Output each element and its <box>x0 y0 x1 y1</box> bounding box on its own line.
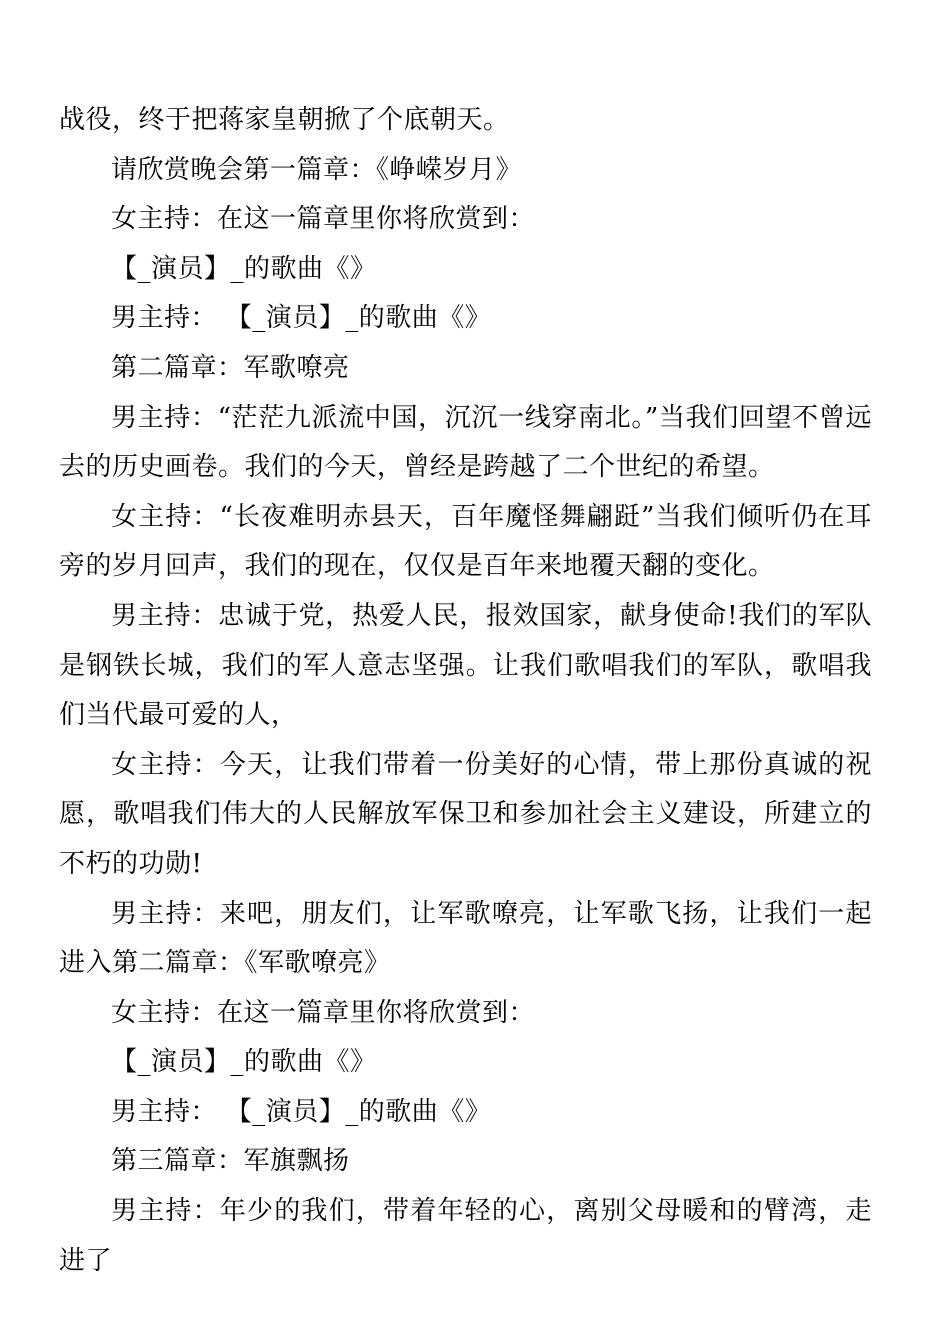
paragraph-7: 男主持：“茫茫九派流中国，沉沉一线穿南北。”当我们回望不曾远去的历史画卷。我们的今天，曾经是跨越了二个世纪的希望。 <box>59 402 872 483</box>
paragraph-12: 女主持：在这一篇章里你将欣赏到： <box>111 997 536 1028</box>
paragraph-5: 男主持： 【_演员】_的歌曲《》 <box>111 303 492 334</box>
paragraph-15: 第三篇章：军旗飘扬 <box>111 1146 350 1177</box>
paragraph-8: 女主持：“长夜难明赤县天，百年魔怪舞翩跹”当我们倾听仍在耳旁的岁月回声，我们的现在，仅仅是百年来地覆天翻的变化。 <box>59 501 872 582</box>
paragraph-10: 女主持：今天，让我们带着一份美好的心情，带上那份真诚的祝愿，歌唱我们伟大的人民解放军保卫和参加社会主义建设，所建立的不朽的功勋! <box>59 749 872 879</box>
paragraph-4: 【_演员】_的歌曲《》 <box>111 253 377 284</box>
paragraph-1: 战役，终于把蒋家皇朝掀了个底朝天。 <box>59 105 510 135</box>
paragraph-6: 第二篇章：军歌嘹亮 <box>111 352 350 383</box>
paragraph-14: 男主持： 【_演员】_的歌曲《》 <box>111 1096 492 1127</box>
paragraph-2: 请欣赏晚会第一篇章：《峥嵘岁月》 <box>111 154 523 185</box>
paragraph-3: 女主持：在这一篇章里你将欣赏到： <box>111 204 536 235</box>
paragraph-16: 男主持：年少的我们，带着年轻的心，离别父母暖和的臂湾，走进了 <box>59 1196 872 1276</box>
paragraph-9: 男主持：忠诚于党，热爱人民，报效国家，献身使命!我们的军队是钢铁长城，我们的军人意志坚强。让我们歌唱我们的军队，歌唱我们当代最可爱的人， <box>59 600 872 731</box>
paragraph-13: 【_演员】_的歌曲《》 <box>111 1047 377 1078</box>
paragraph-11: 男主持：来吧，朋友们，让军歌嘹亮，让军歌飞扬，让我们一起进入第二篇章：《军歌嘹亮》 <box>59 898 872 979</box>
